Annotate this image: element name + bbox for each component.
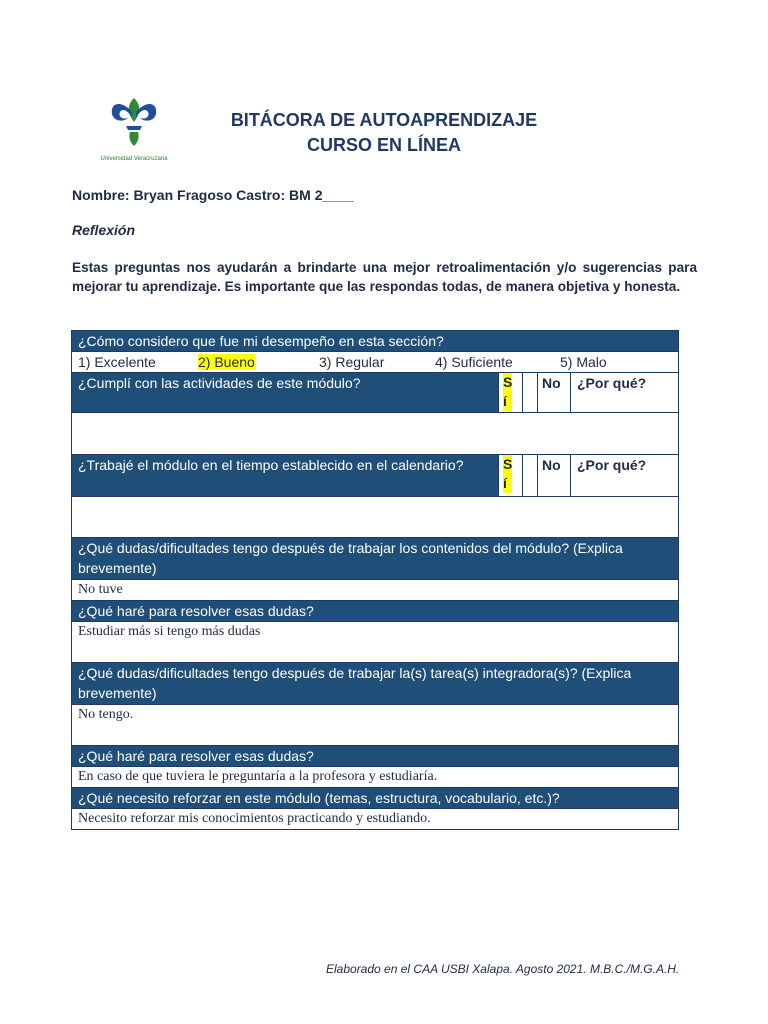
q1-option-5[interactable]: 5) Malo (560, 354, 607, 370)
q2-why-label: ¿Por qué? (571, 373, 679, 413)
q3-no-label[interactable]: No (538, 455, 571, 497)
q3-answer[interactable] (72, 497, 679, 538)
q1-options (72, 352, 679, 373)
reflection-form (71, 330, 679, 830)
footer-credit: Elaborado en el CAA USBI Xalapa. Agosto 2021. M.B.C./M.G.A.H. (326, 962, 680, 976)
q2-si-cell[interactable] (499, 373, 523, 413)
student-name: Nombre: Bryan Fragoso Castro: BM 2____ (72, 187, 354, 203)
q1-option-2-selected[interactable]: 2) Bueno (198, 354, 255, 370)
q2-si-checkbox[interactable] (523, 373, 538, 413)
q3-si-checkbox[interactable] (523, 455, 538, 497)
q3-why-label: ¿Por qué? (571, 455, 679, 497)
q3-question: ¿Trabajé el módulo en el tiempo establecido en el calendario? (72, 455, 499, 497)
q2-si-label: Sí (503, 374, 513, 409)
document-title: BITÁCORA DE AUTOAPRENDIZAJE (230, 110, 538, 130)
q1-option-4[interactable]: 4) Suficiente (435, 354, 513, 370)
q3-si-label: Sí (503, 456, 513, 491)
q2-answer[interactable] (72, 413, 679, 455)
q6-answer[interactable]: No tengo. (72, 705, 679, 746)
logo-caption: Universidad Veracruzana (100, 156, 168, 162)
q1-question: ¿Cómo considero que fue mi desempeño en esta sección? (72, 331, 679, 352)
q4-answer[interactable]: No tuve (72, 580, 679, 601)
q8-question: ¿Qué necesito reforzar en este módulo (temas, estructura, vocabulario, etc.)? (72, 788, 679, 809)
q7-answer[interactable]: En caso de que tuviera le preguntaría a la profesora y estudiaría. (72, 767, 679, 788)
q2-question: ¿Cumplí con las actividades de este módulo? (72, 373, 499, 413)
q2-no-label[interactable]: No (538, 373, 571, 413)
document-subtitle: CURSO EN LÍNEA (306, 135, 461, 155)
q6-question: ¿Qué dudas/dificultades tengo después de trabajar la(s) tarea(s) integradora(s)? (Explica brevemente) (72, 663, 679, 705)
q1-option-3[interactable]: 3) Regular (319, 354, 385, 370)
q4-question: ¿Qué dudas/dificultades tengo después de trabajar los contenidos del módulo? (Explica brevemente) (72, 538, 679, 580)
q7-question: ¿Qué haré para resolver esas dudas? (72, 746, 679, 767)
q8-answer[interactable]: Necesito reforzar mis conocimientos practicando y estudiando. (72, 809, 679, 830)
q5-question: ¿Qué haré para resolver esas dudas? (72, 601, 679, 622)
q3-si-cell[interactable] (499, 455, 523, 497)
intro-paragraph: Estas preguntas nos ayudarán a brindarte una mejor retroalimentación y/o sugerencias para mejorar tu aprendizaje. Es importante que las respondas todas, de manera objetiva y honesta. (72, 260, 697, 294)
q5-answer[interactable]: Estudiar más si tengo más dudas (72, 622, 679, 663)
section-label: Reflexión (72, 222, 136, 238)
q1-option-1[interactable]: 1) Excelente (78, 354, 156, 370)
